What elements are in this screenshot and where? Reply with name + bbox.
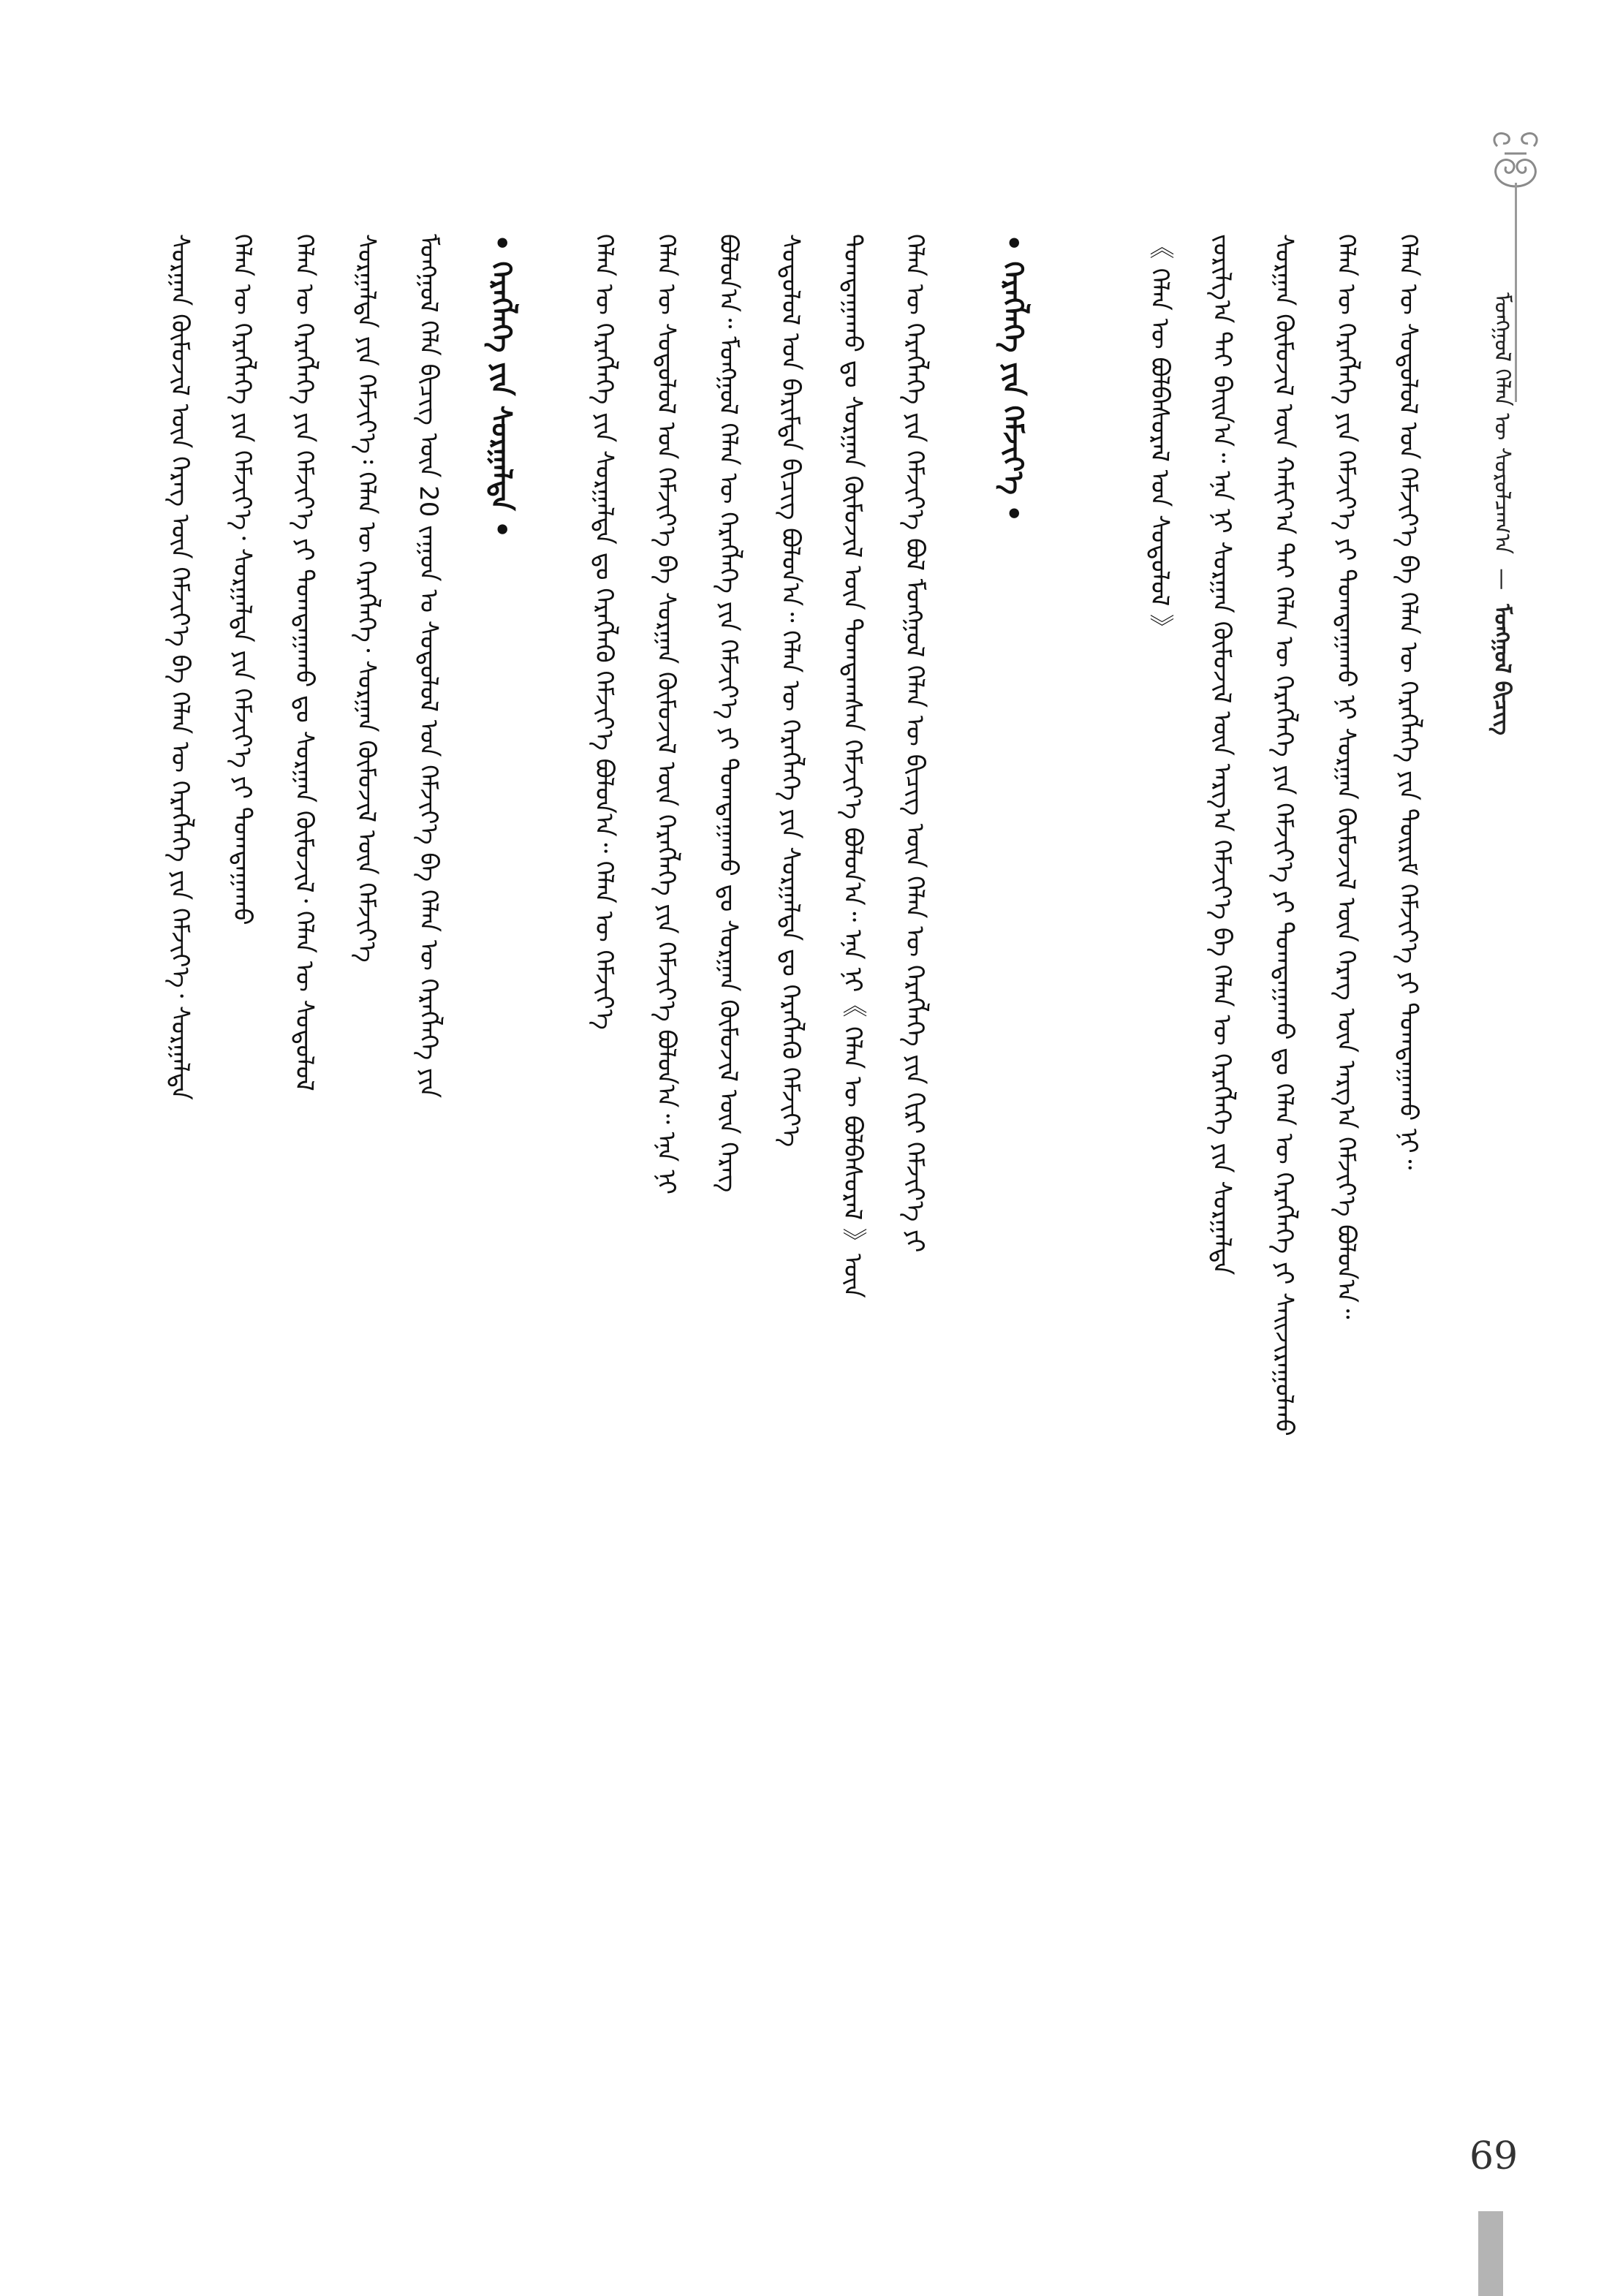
text-column: ᠬᠡᠯᠡᠨ ᠦ ᠬᠡᠷᠡᠭᠯᠡᠭᠡ ᠶᠢᠨ ᠬᠡᠮᠵᠢᠶ᠎ᠡ ᠪᠣᠯ ᠮᠣᠩᠭᠤᠯ ᠬᠡᠯᠡᠨ ᠦ ᠪᠢᠴᠢᠭ ᠦᠨ ᠬᠡᠯᠡᠨ ᠦ ᠬᠡᠷᠡᠭᠯᠡᠭᠡ ᠶᠢᠨ ᠬᠢᠷᠢ ᠬᠡᠮᠵᠢᠶ᠎ᠡ ᠶᠢ xyxy=(900,234,929,1253)
text-column: ᠰᠤᠷᠭᠠᠨ ᠬᠦᠮᠦᠵᠢᠯ ᠦᠨ ᠬᠠᠮᠢᠶ᠎ᠠ ᠲᠠᠢ ᠬᠡᠯᠡᠨ ᠦ ᠬᠡᠷᠡᠭᠯᠡᠭᠡ ᠶᠢᠨ ᠬᠡᠮᠵᠢᠶ᠎ᠡ ᠶᠢ ᠲᠣᠭᠲᠠᠭᠠᠬᠤ ᠳᠤ ᠬᠡᠯᠡᠨ ᠦ ᠬᠡᠷᠡᠭᠯᠡᠭᠡ ᠶᠢ ᠰᠠᠢᠵᠢᠷᠠᠭᠤᠯᠬᠤ xyxy=(1269,234,1298,1436)
text-column: ᠲᠣᠭᠲᠠᠭᠠᠬᠤ ᠳᠤ ᠰᠤᠷᠭᠠᠨ ᠬᠦᠮᠦᠵᠢᠯ ᠦᠨ ᠲᠣᠭᠲᠠᠭᠰᠠᠨ ᠬᠡᠮᠵᠢᠶ᠎ᠡ ᠪᠣᠯᠤᠨ᠎ᠠ᠃ ᠡᠨᠡ ᠨᠢ《 ᠬᠡᠯᠡᠨ ᠦ ᠪᠣᠯᠪᠠᠰᠤᠷᠠᠯ 》ᠦᠨ xyxy=(838,234,867,1298)
text-column: ᠬᠡᠯᠡᠨ ᠦ ᠰᠤᠳᠤᠯᠤᠯ ᠤᠨ ᠬᠡᠮᠵᠢᠶ᠎ᠡ ᠪᠠ ᠬᠡᠯᠡᠨ ᠦ ᠬᠡᠷᠡᠭᠯᠡᠭᠡ ᠶᠢᠨ ᠳᠦᠷᠢᠮ ᠬᠡᠮᠵᠢᠶ᠎ᠡ ᠶᠢ ᠲᠣᠭᠲᠠᠭᠠᠬᠤ ᠨᠢ᠃ xyxy=(1393,234,1423,1170)
text-column: ᠬᠡᠯᠡᠨ ᠦ ᠬᠡᠷᠡᠭᠯᠡᠭᠡ ᠶᠢᠨ ᠬᠡᠮᠵᠢᠶ᠎ᠡ᠂ ᠰᠤᠷᠭᠠᠯᠲᠠ ᠶᠢᠨ ᠬᠡᠮᠵᠢᠶ᠎ᠡ ᠶᠢ ᠲᠣᠭᠲᠠᠭᠠᠬᠤ xyxy=(227,234,257,925)
quote-line: 《 ᠬᠡᠯᠡᠨ ᠦ ᠪᠣᠯᠪᠠᠰᠤᠷᠠᠯ ᠤᠨ ᠰᠤᠳᠤᠯᠤᠯ 》 xyxy=(1145,234,1174,640)
text-column: ᠰᠤᠳᠤᠯᠤᠯ ᠤᠨ ᠪᠠᠷᠢᠮᠲᠠ ᠪᠢᠴᠢᠭ ᠪᠣᠯᠤᠨ᠎ᠠ᠃ ᠬᠡᠯᠡᠨ ᠦ ᠬᠡᠷᠡᠭᠯᠡᠭᠡ ᠶᠢᠨ ᠰᠤᠷᠭᠠᠯᠲᠠ ᠳᠤ ᠬᠡᠷᠡᠭᠯᠡᠬᠦ ᠬᠡᠮᠵᠢᠶ᠎ᠡ xyxy=(776,234,805,1148)
page-tab-marker xyxy=(1478,2211,1503,2296)
text-column: ᠬᠡᠯᠡᠨ ᠦ ᠬᠡᠷᠡᠭᠯᠡᠭᠡ ᠶᠢᠨ ᠰᠤᠷᠭᠠᠯᠲᠠ ᠳᠤ ᠬᠡᠷᠡᠭᠯᠡᠬᠦ ᠬᠡᠮᠵᠢᠶ᠎ᠡ ᠪᠣᠯᠤᠨ᠎ᠠ᠃ ᠬᠡᠯᠡᠨ ᠦ ᠬᠡᠮᠵᠢᠶ᠎ᠡ xyxy=(589,234,618,1030)
section-heading: • ᠬᠡᠷᠡᠭᠯᠡᠭᠡ ᠶᠢᠨ ᠰᠤᠷᠭᠠᠯᠲᠠ • xyxy=(485,234,518,539)
page-number: 69 xyxy=(1469,2134,1518,2178)
running-header-title: ᠮᠣᠩᠭᠤᠯ ᠬᠡᠯᠡᠨ ᠦ ᠰᠤᠷᠤᠯᠴᠠᠭ᠎ᠠ xyxy=(1489,292,1515,555)
text-column: ᠵᠣᠷᠢᠯᠭ᠎ᠠ ᠲᠠᠢ ᠪᠠᠢᠨ᠎ᠠ᠃ ᠡᠨᠡ ᠨᠢ ᠰᠤᠷᠭᠠᠨ ᠬᠦᠮᠦᠵᠢᠯ ᠦᠨ ᠠᠷᠭ᠎ᠠ ᠬᠡᠮᠵᠢᠶ᠎ᠡ ᠪᠠ ᠬᠡᠯᠡᠨ ᠦ ᠬᠡᠷᠡᠭᠯᠡᠭᠡ ᠶᠢᠨ ᠰᠤᠷᠭᠠᠯᠲᠠ xyxy=(1207,234,1236,1276)
text-column: ᠬᠡᠯᠡᠨ ᠦ ᠰᠤᠳᠤᠯᠤᠯ ᠤᠨ ᠬᠡᠮᠵᠢᠶ᠎ᠡ ᠪᠠ ᠰᠤᠷᠭᠠᠨ ᠬᠦᠮᠦᠵᠢᠯ ᠦᠨ ᠬᠡᠷᠡᠭᠯᠡᠭᠡ ᠶᠢᠨ ᠬᠡᠮᠵᠢᠶ᠎ᠡ ᠪᠣᠯᠤᠨ᠎ᠠ᠃ ᠡᠨᠡ ᠨᠢ xyxy=(651,234,681,1195)
running-header-title-bold: ᠮᠣᠩᠭᠤᠯ ᠪᠢᠴᠢᠭ xyxy=(1489,604,1515,735)
text-column: ᠰᠤᠷᠭᠠᠨ ᠬᠦᠮᠦᠵᠢᠯ ᠦᠨ ᠬᠡᠷᠡᠭ ᠦᠨ ᠬᠡᠮᠵᠢᠶ᠎ᠡ ᠪᠠ ᠬᠡᠯᠡᠨ ᠦ ᠬᠡᠷᠡᠭᠯᠡᠭᠡ ᠶᠢᠨ ᠬᠡᠮᠵᠢᠶ᠎ᠡ᠂ ᠰᠤᠷᠭᠠᠯᠲᠠ xyxy=(165,234,194,1100)
text-column: ᠪᠣᠯᠤᠨ᠎ᠠ᠃ ᠮᠣᠩᠭᠤᠯ ᠬᠡᠯᠡᠨ ᠦ ᠬᠡᠷᠡᠭᠯᠡᠭᠡ ᠶᠢᠨ ᠬᠡᠮᠵᠢᠶ᠎ᠡ ᠶᠢ ᠲᠣᠭᠲᠠᠭᠠᠬᠤ ᠳᠤ ᠰᠤᠷᠭᠠᠨ ᠬᠦᠮᠦᠵᠢᠯ ᠦᠨ ᠬᠡᠷᠡᠭ xyxy=(714,234,743,1193)
section-heading: • ᠬᠡᠷᠡᠭᠯᠡᠭᠡ ᠶᠢᠨ ᠬᠡᠮᠵᠢᠶ᠎ᠡ • xyxy=(997,234,1029,523)
text-column: ᠬᠡᠯᠡᠨ ᠦ ᠬᠡᠷᠡᠭᠯᠡᠭᠡ ᠶᠢᠨ ᠬᠡᠮᠵᠢᠶ᠎ᠡ ᠶᠢ ᠲᠣᠭᠲᠠᠭᠠᠬᠤ ᠨᠢ ᠰᠤᠷᠭᠠᠨ ᠬᠦᠮᠦᠵᠢᠯ ᠦᠨ ᠬᠡᠷᠡᠭ ᠦᠨ ᠠᠷᠭ᠎ᠠ ᠬᠡᠮᠵᠢᠶ᠎ᠡ ᠪᠣᠯᠤᠨ᠎ᠠ᠃ xyxy=(1331,234,1361,1319)
running-header: ᠮᠣᠩᠭᠤᠯ ᠬᠡᠯᠡᠨ ᠦ ᠰᠤᠷᠤᠯᠴᠠᠭ᠎ᠠ — ᠮᠣᠩᠭᠤᠯ ᠪᠢᠴᠢᠭ xyxy=(1489,292,1515,735)
text-column: ᠬᠡᠯᠡᠨ ᠦ ᠬᠡᠷᠡᠭᠯᠡᠭᠡ ᠶᠢᠨ ᠬᠡᠮᠵᠢᠶ᠎ᠡ ᠶᠢ ᠲᠣᠭᠲᠠᠭᠠᠬᠤ ᠳᠤ ᠰᠤᠷᠭᠠᠨ ᠬᠦᠮᠦᠵᠢᠯ᠂ ᠬᠡᠯᠡᠨ ᠦ ᠰᠤᠳᠤᠯᠤᠯ xyxy=(290,234,319,1091)
text-column: ᠰᠤᠷᠭᠠᠯᠲᠠ ᠶᠢᠨ ᠬᠡᠮᠵᠢᠶ᠎ᠡ᠄ ᠬᠡᠯᠡᠨ ᠦ ᠬᠡᠷᠡᠭᠯᠡᠭᠡ᠂ ᠰᠤᠷᠭᠠᠨ ᠬᠦᠮᠦᠵᠢᠯ ᠦᠨ ᠬᠡᠮᠵᠢᠶ᠎ᠡ xyxy=(352,234,381,963)
text-column: ᠮᠣᠩᠭᠤᠯ ᠬᠡᠯᠡ ᠪᠢᠴᠢᠭ ᠦᠨ 20 ᠵᠠᠭᠤᠨ ᠤ ᠰᠤᠳᠤᠯᠤᠯ ᠤᠨ ᠬᠡᠮᠵᠢᠶ᠎ᠡ ᠪᠠ ᠬᠡᠯᠡᠨ ᠦ ᠬᠡᠷᠡᠭᠯᠡᠭᠡ ᠶᠢᠨ xyxy=(414,234,443,1099)
